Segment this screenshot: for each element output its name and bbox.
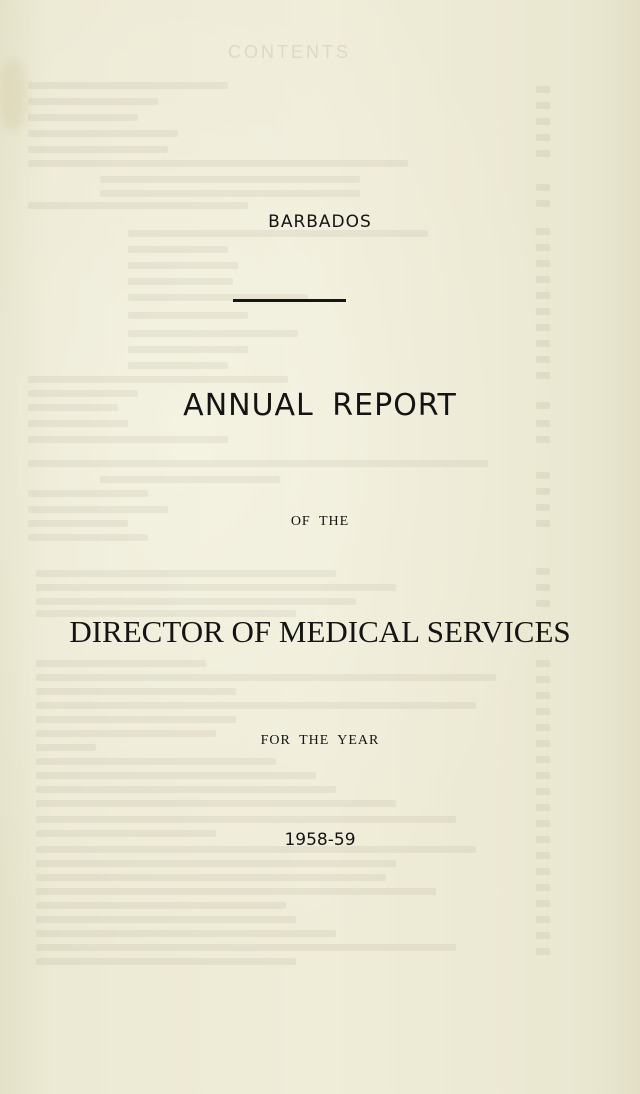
title-connector: OF THE (290, 514, 350, 529)
bleed-through-heading: CONTENTS (228, 42, 351, 62)
paper-stain (0, 60, 26, 130)
report-period: 1958-59 (284, 830, 356, 850)
period-label: FOR THE YEAR (260, 733, 380, 748)
title-divider-rule (233, 299, 346, 302)
country-heading: BARBADOS (268, 212, 372, 232)
office-title: DIRECTOR OF MEDICAL SERVICES (69, 614, 571, 649)
report-title: ANNUAL REPORT (183, 388, 457, 423)
